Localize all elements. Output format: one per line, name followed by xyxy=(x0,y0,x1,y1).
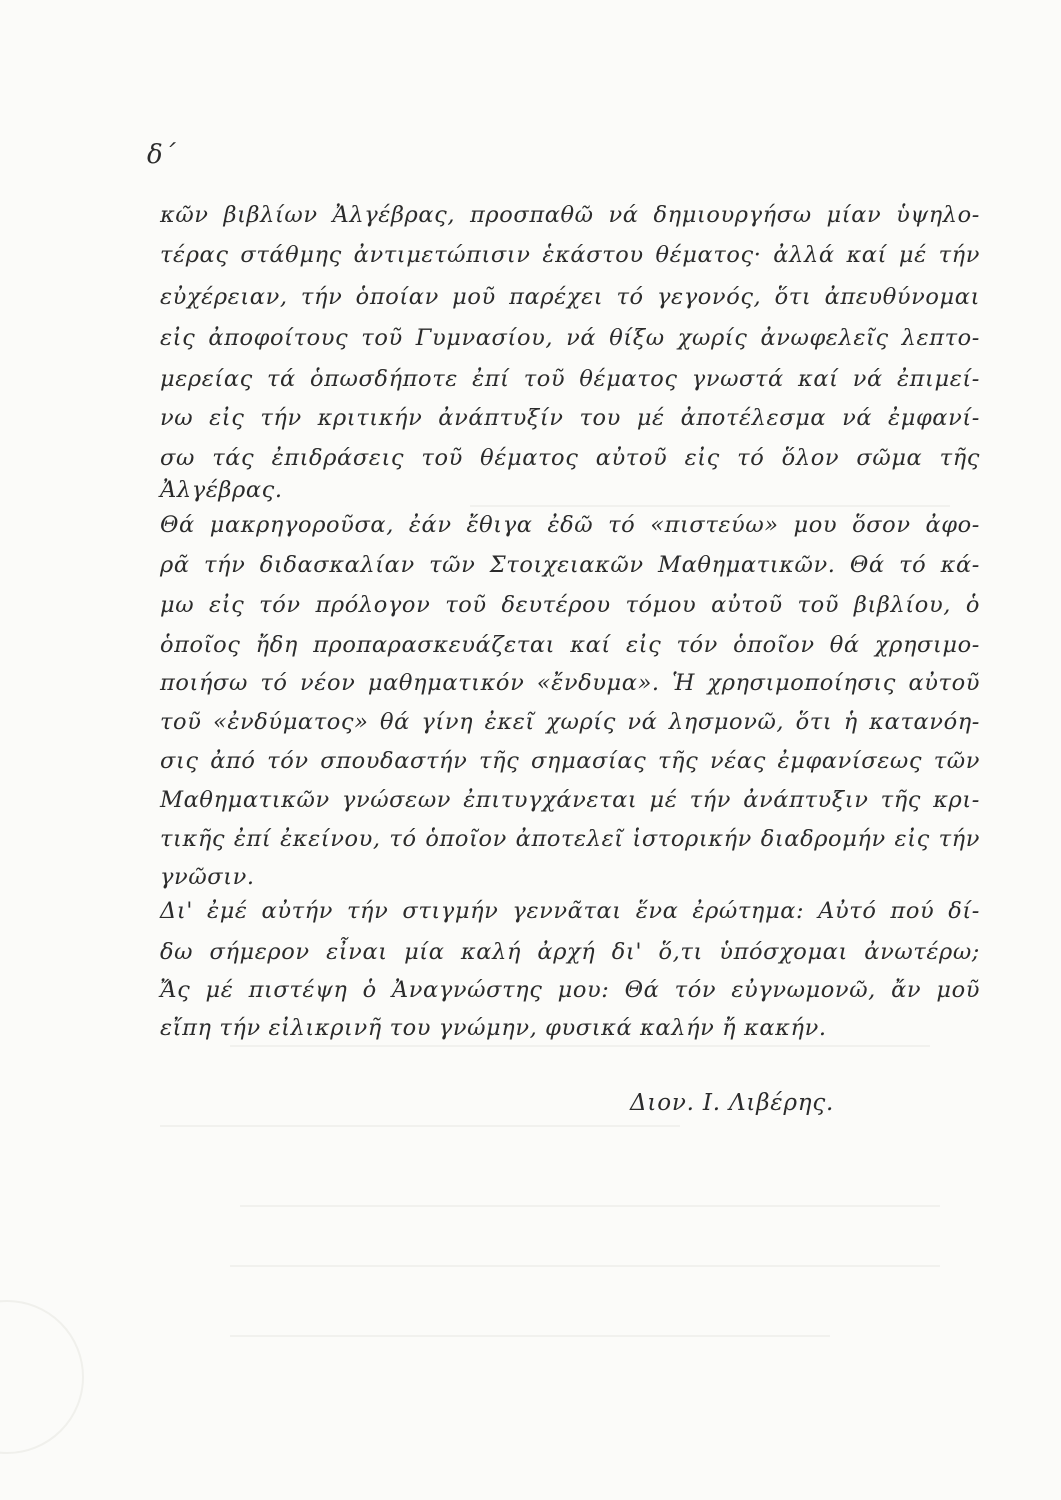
text-line-5: μερείας τά ὁπωσδήποτε ἐπί τοῦ θέματος γνωστά καί νά ἐπιμεί- xyxy=(160,366,980,392)
text-line-17: τικῆς ἐπί ἐκείνου, τό ὁποῖον ἀποτελεῖ ἱστορικήν διαδρομήν εἰς τήν xyxy=(160,826,980,852)
text-line-12: ὁποῖος ἤδη προπαρασκευάζεται καί εἰς τόν ὁποῖον θά χρησιμο- xyxy=(160,632,980,658)
text-line-9: Θά μακρηγοροῦσα, ἐάν ἔθιγα ἐδῶ τό «πιστεύω» μου ὅσον ἀφο- xyxy=(160,512,980,538)
bleed-through-mark xyxy=(160,1125,680,1127)
text-line-18: γνῶσιν. xyxy=(160,864,255,890)
bleed-through-mark xyxy=(230,1265,940,1267)
text-line-15: σις ἀπό τόν σπουδαστήν τῆς σημασίας τῆς νέας ἐμφανίσεως τῶν xyxy=(160,748,980,774)
bleed-through-mark xyxy=(240,1205,940,1207)
text-line-4: εἰς ἀποφοίτους τοῦ Γυμνασίου, νά θίξω χωρίς ἀνωφελεῖς λεπτο- xyxy=(160,325,980,351)
text-line-7: σω τάς ἐπιδράσεις τοῦ θέματος αὐτοῦ εἰς τό ὅλον σῶμα τῆς xyxy=(160,445,980,471)
bleed-through-mark xyxy=(230,1045,930,1047)
author-signature: Διον. Ι. Λιβέρης. xyxy=(630,1090,835,1116)
text-line-13: ποιήσω τό νέον μαθηματικόν «ἔνδυμα». Ἡ χρησιμοποίησις αὐτοῦ xyxy=(160,670,980,696)
text-line-6: νω εἰς τήν κριτικήν ἀνάπτυξίν του μέ ἀποτέλεσμα νά ἐμφανί- xyxy=(160,405,980,431)
text-line-3: εὐχέρειαν, τήν ὁποίαν μοῦ παρέχει τό γεγονός, ὅτι ἀπευθύνομαι xyxy=(160,284,980,310)
text-line-22: εἴπη τήν εἰλικρινῆ του γνώμην, φυσικά καλήν ἤ κακήν. xyxy=(160,1015,827,1041)
text-line-11: μω εἰς τόν πρόλογον τοῦ δευτέρου τόμου αὐτοῦ τοῦ βιβλίου, ὁ xyxy=(160,592,980,618)
text-line-16: Μαθηματικῶν γνώσεων ἐπιτυγχάνεται μέ τήν ἀνάπτυξιν τῆς κρι- xyxy=(160,787,980,813)
text-line-8: Ἀλγέβρας. xyxy=(160,477,283,503)
bleed-through-mark xyxy=(230,1335,830,1337)
text-line-14: τοῦ «ἐνδύματος» θά γίνη ἐκεῖ χωρίς νά λησμονῶ, ὅτι ἡ κατανόη- xyxy=(160,709,980,735)
bleed-through-stamp xyxy=(0,1300,84,1454)
bleed-through-mark xyxy=(470,505,950,507)
text-line-21: Ἄς μέ πιστέψη ὁ Ἀναγνώστης μου: Θά τόν εὐγνωμονῶ, ἄν μοῦ xyxy=(160,977,980,1003)
text-line-10: ρᾶ τήν διδασκαλίαν τῶν Στοιχειακῶν Μαθηματικῶν. Θά τό κά- xyxy=(160,552,980,578)
page-number: δ΄ xyxy=(147,140,176,170)
text-line-20: δω σήμερον εἶναι μία καλή ἀρχή δι' ὅ,τι ὑπόσχομαι ἀνωτέρω; xyxy=(160,939,980,965)
text-line-2: τέρας στάθμης ἀντιμετώπισιν ἑκάστου θέματος· ἀλλά καί μέ τήν xyxy=(160,242,980,268)
text-line-19: Δι' ἐμέ αὐτήν τήν στιγμήν γεννᾶται ἕνα ἐρώτημα: Αὐτό πού δί- xyxy=(160,898,980,924)
text-line-1: κῶν βιβλίων Ἀλγέβρας, προσπαθῶ νά δημιουργήσω μίαν ὑψηλο- xyxy=(160,202,980,228)
